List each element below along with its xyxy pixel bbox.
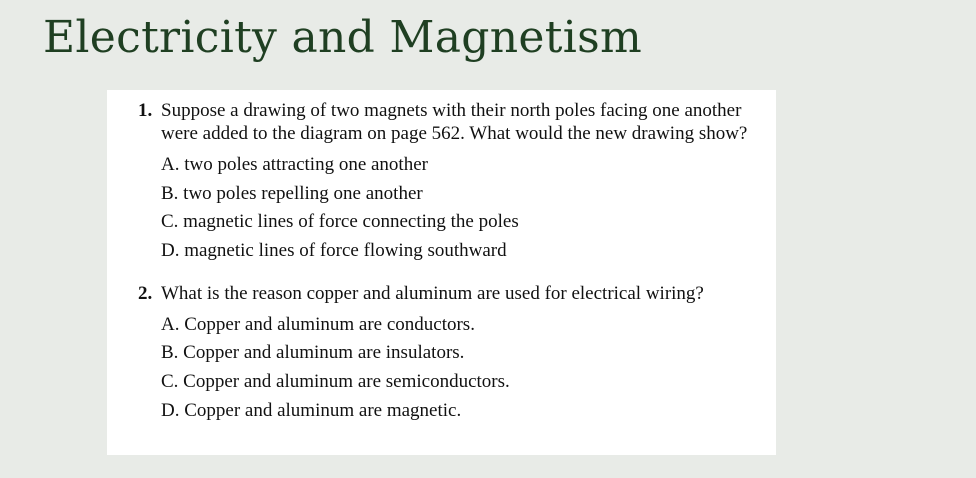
question-text: Suppose a drawing of two magnets with their north poles facing one another were added to the diagram on page 562. What would the new drawing show? (161, 100, 748, 144)
slide-title: Electricity and Magnetism (43, 12, 643, 63)
answer-option-a: A. two poles attracting one another (161, 154, 428, 175)
answer-option-a: A. Copper and aluminum are conductors. (161, 313, 475, 335)
question-number: 1. (138, 100, 153, 121)
question-number: 2. (138, 282, 153, 304)
answer-options (138, 151, 756, 266)
question-2 (138, 282, 756, 305)
answer-options (138, 311, 756, 426)
answer-option-b: B. Copper and aluminum are insulators. (161, 342, 465, 364)
answer-option-d: D. magnetic lines of force flowing southward (161, 240, 507, 262)
question-text: What is the reason copper and aluminum are used for electrical wiring? (161, 282, 704, 304)
answer-option-d: D. Copper and aluminum are magnetic. (161, 399, 462, 421)
answer-option-c: C. Copper and aluminum are semiconductors. (161, 371, 510, 393)
question-1 (138, 99, 756, 145)
answer-option-c: C. magnetic lines of force connecting the poles (161, 211, 519, 233)
quiz-panel (107, 90, 776, 455)
answer-option-b: B. two poles repelling one another (161, 182, 423, 204)
